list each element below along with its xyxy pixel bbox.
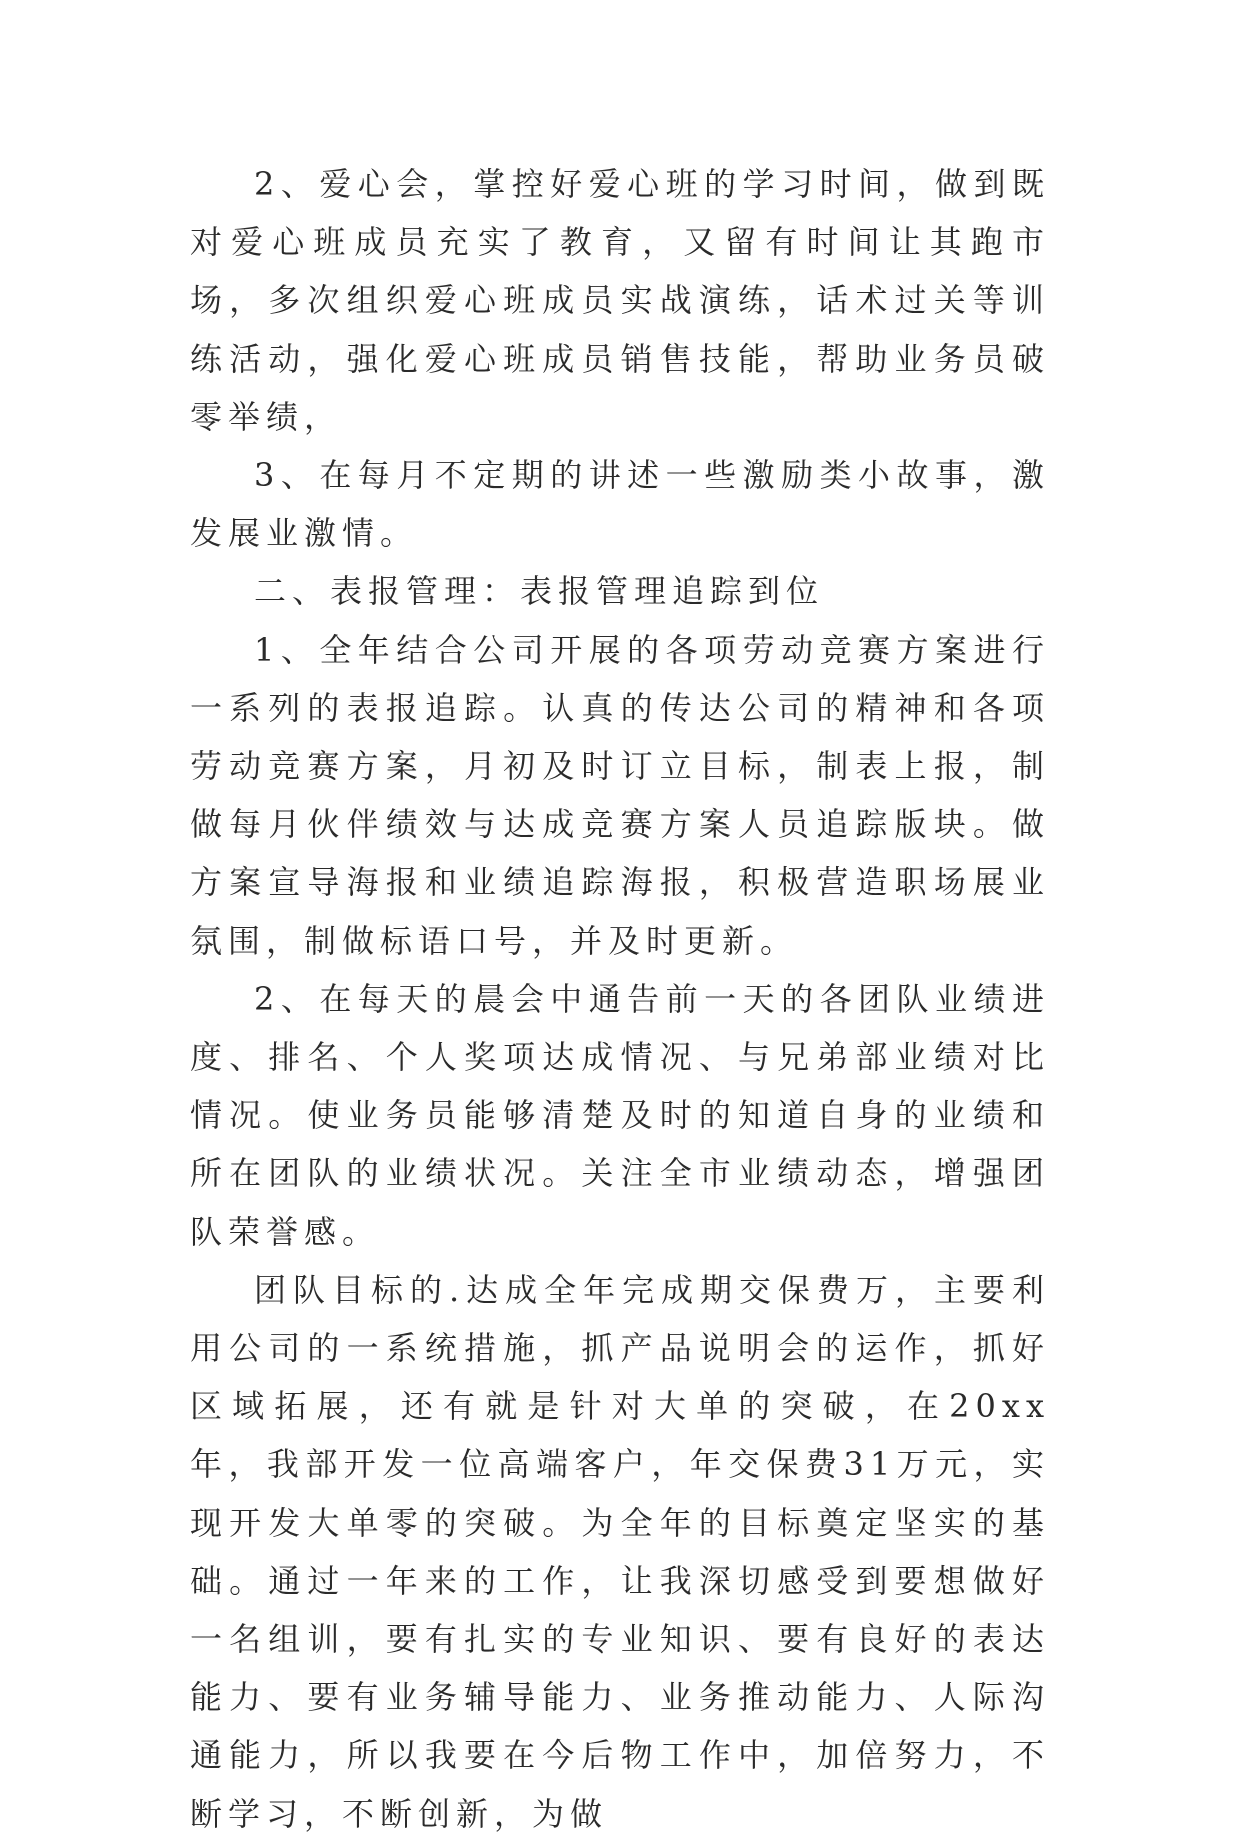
paragraph-motivation-stories: 3、在每月不定期的讲述一些激励类小故事，激发展业激情。 [190, 456, 1050, 553]
section-heading-report-management: 二、表报管理：表报管理追踪到位 [254, 572, 825, 611]
paragraph-morning-meeting: 2、在每天的晨会中通告前一天的各团队业绩进度、排名、个人奖项达成情况、与兄弟部业绩对比情况。使业务员能够清楚及时的知道自身的业绩和所在团队的业绩状况。关注全市业绩动态，增强团队荣誉感。 [190, 979, 1050, 1251]
paragraph-report-tracking: 1、全年结合公司开展的各项劳动竞赛方案进行一系列的表报追踪。认真的传达公司的精神和各项劳动竞赛方案，月初及时订立目标，制表上报，制做每月伙伴绩效与达成竞赛方案人员追踪版块。做方案宣导海报和业绩追踪海报，积极营造职场展业氛围，制做标语口号，并及时更新。 [190, 630, 1050, 960]
paragraph-love-class: 2、爱心会，掌控好爱心班的学习时间，做到既对爱心班成员充实了教育，又留有时间让其跑市场，多次组织爱心班成员实战演练，话术过关等训练活动，强化爱心班成员销售技能，帮助业务员破零举绩， [190, 165, 1050, 436]
paragraph-team-goal: 团队目标的.达成全年完成期交保费万，主要利用公司的一系统措施，抓产品说明会的运作，抓好区域拓展，还有就是针对大单的突破，在20xx年，我部开发一位高端客户，年交保费31万元，实现开发大单零的突破。为全年的目标奠定坚实的基础。通过一年来的工作，让我深切感受到要想做好一名组训，要有扎实的专业知识、要有良好的表达能力、要有业务辅导能力、业务推动能力、人际沟通能力，所以我要在今后物工作中，加倍努力，不断学习，不断创新，为做 [190, 1270, 1050, 1833]
document-body [190, 155, 1050, 1843]
